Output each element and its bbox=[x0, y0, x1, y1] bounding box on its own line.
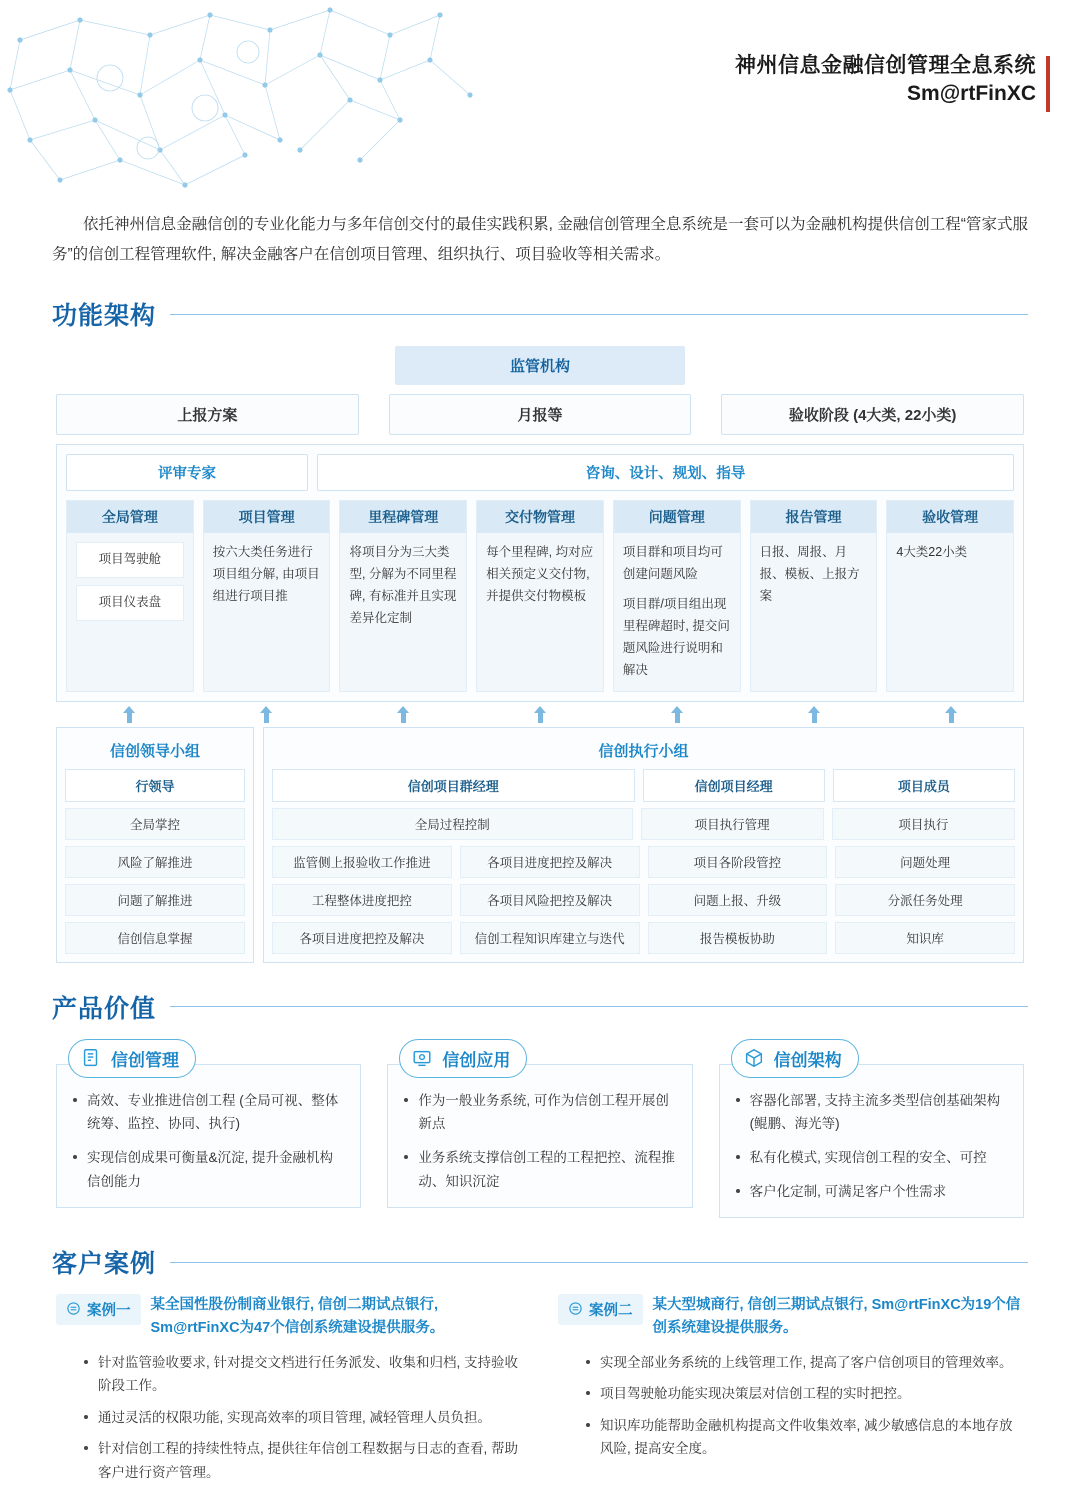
case-item: 针对监管验收要求, 针对提交文档进行任务派发、收集和归档, 支持验收阶段工作。 bbox=[84, 1351, 522, 1398]
arrow-cell bbox=[887, 706, 1015, 723]
module-columns bbox=[66, 500, 1014, 691]
case-bullets bbox=[586, 1351, 1024, 1462]
case-tag-label: 案例二 bbox=[589, 1303, 633, 1320]
arrow-cell bbox=[65, 706, 193, 723]
module-head: 报告管理 bbox=[751, 501, 877, 533]
group-cell-row bbox=[272, 922, 1015, 954]
case-bullets bbox=[84, 1351, 522, 1485]
duty-cell: 项目执行 bbox=[832, 808, 1015, 840]
group-cell-row bbox=[272, 884, 1015, 916]
top-row bbox=[56, 394, 1024, 435]
case-item: 通过灵活的权限功能, 实现高效率的项目管理, 减轻管理人员负担。 bbox=[84, 1406, 522, 1430]
section-title-architecture bbox=[52, 296, 1028, 332]
chip-dashboard: 项目仪表盘 bbox=[76, 585, 184, 621]
arrow-cell bbox=[202, 706, 330, 723]
duty-cell: 分派任务处理 bbox=[835, 884, 1015, 916]
value-body bbox=[719, 1064, 1024, 1219]
value-card-application bbox=[387, 1039, 692, 1219]
duty-cell: 知识库 bbox=[835, 922, 1015, 954]
up-arrow-icon bbox=[260, 706, 273, 723]
module-body bbox=[204, 533, 330, 617]
section-title-value bbox=[52, 989, 1028, 1025]
case-header bbox=[56, 1294, 522, 1340]
group-cell-row bbox=[65, 808, 245, 840]
module-text: 日报、周报、月报、模板、上报方案 bbox=[759, 545, 860, 604]
case-description: 某大型城商行, 信创三期试点银行, Sm@rtFinXC为19个信创系统建设提供服务。 bbox=[652, 1297, 1021, 1337]
up-arrow-icon bbox=[397, 706, 410, 723]
doc-icon bbox=[79, 1046, 103, 1070]
value-badge-label: 信创管理 bbox=[111, 1050, 179, 1070]
duty-cell: 信创工程知识库建立与迭代 bbox=[460, 922, 640, 954]
duty-cell: 工程整体进度把控 bbox=[272, 884, 452, 916]
top-cell-acceptance-stage: 验收阶段 (4大类, 22小类) bbox=[721, 394, 1024, 435]
group-cell-row bbox=[65, 922, 245, 954]
group-header-row bbox=[65, 769, 245, 802]
regulator-box: 监管机构 bbox=[395, 346, 685, 385]
brand-block bbox=[735, 52, 1050, 109]
org-groups bbox=[56, 727, 1024, 963]
cube-icon bbox=[742, 1046, 766, 1070]
module-text: 4大类22小类 bbox=[896, 545, 968, 560]
module-column-global bbox=[66, 500, 194, 691]
module-column-issue bbox=[613, 500, 741, 691]
arrow-cell bbox=[613, 706, 741, 723]
value-badge-label: 信创应用 bbox=[442, 1050, 511, 1070]
module-head: 交付物管理 bbox=[477, 501, 603, 533]
duty-cell: 各项目进度把控及解决 bbox=[272, 922, 452, 954]
group-cell-row bbox=[272, 846, 1015, 878]
module-column-report bbox=[750, 500, 878, 691]
up-arrow-icon bbox=[534, 706, 547, 723]
group-cell-row bbox=[65, 846, 245, 878]
module-text: 将项目分为三大类型, 分解为不同里程碑, 有标准并且实现差异化定制 bbox=[349, 545, 457, 626]
duty-cell: 项目各阶段管控 bbox=[648, 846, 828, 878]
module-body bbox=[614, 533, 740, 690]
value-item: 作为一般业务系统, 可作为信创工程开展创新点 bbox=[404, 1089, 675, 1136]
arrow-cell bbox=[750, 706, 878, 723]
arrow-cell bbox=[476, 706, 604, 723]
group-cell-row bbox=[65, 884, 245, 916]
product-values bbox=[56, 1039, 1024, 1219]
case-tag bbox=[558, 1294, 643, 1325]
case-two bbox=[558, 1294, 1024, 1493]
value-item: 实现信创成果可衡量&沉淀, 提升金融机构信创能力 bbox=[73, 1146, 344, 1193]
value-badge bbox=[731, 1039, 859, 1078]
value-badge bbox=[68, 1039, 196, 1078]
group-leadership bbox=[56, 727, 254, 963]
group-title: 信创执行小组 bbox=[598, 742, 689, 760]
duty-cell: 问题处理 bbox=[835, 846, 1015, 878]
module-panel bbox=[56, 444, 1024, 701]
intro-paragraph: 依托神州信息金融信创的专业化能力与多年信创交付的最佳实践积累, 金融信创管理全息系统是一套可以为金融机构提供信创工程“管家式服务”的信创工程管理软件, 解决金融客户在信创项目管理、组织执行、项目验收等相关需求。 bbox=[52, 216, 1028, 264]
panel-head-consulting: 咨询、设计、规划、指导 bbox=[317, 454, 1014, 491]
value-item: 私有化模式, 实现信创工程的安全、可控 bbox=[736, 1146, 1007, 1170]
bank-icon bbox=[568, 1301, 583, 1319]
value-item: 容器化部署, 支持主流多类型信创基础架构 (鲲鹏、海光等) bbox=[736, 1089, 1007, 1136]
group-header-row bbox=[272, 769, 1015, 802]
brand-title-cn: 神州信息金融信创管理全息系统 bbox=[735, 54, 1036, 77]
module-body bbox=[751, 533, 877, 617]
module-column-deliverable bbox=[476, 500, 604, 691]
group-title: 信创领导小组 bbox=[109, 742, 200, 760]
case-header bbox=[558, 1294, 1024, 1340]
module-head: 全局管理 bbox=[67, 501, 193, 533]
case-one bbox=[56, 1294, 522, 1493]
value-body bbox=[56, 1064, 361, 1209]
page-header bbox=[0, 0, 1080, 210]
architecture-diagram bbox=[56, 346, 1024, 962]
value-badge bbox=[399, 1039, 527, 1078]
case-item: 针对信创工程的持续性特点, 提供往年信创工程数据与日志的查看, 帮助客户进行资产管理。 bbox=[84, 1437, 522, 1484]
duty-cell: 监管侧上报验收工作推进 bbox=[272, 846, 452, 878]
up-arrow-icon bbox=[808, 706, 821, 723]
duty-cell: 报告模板协助 bbox=[648, 922, 828, 954]
up-arrow-icon bbox=[945, 706, 958, 723]
value-item: 业务系统支撑信创工程的工程把控、流程推动、知识沉淀 bbox=[404, 1146, 675, 1193]
case-tag-label: 案例一 bbox=[87, 1303, 131, 1320]
value-body bbox=[387, 1064, 692, 1209]
chip-cockpit: 项目驾驶舱 bbox=[76, 542, 184, 578]
app-icon bbox=[410, 1046, 434, 1070]
value-item: 高效、专业推进信创工程 (全局可视、整体统筹、监控、协同、执行) bbox=[73, 1089, 344, 1136]
arrow-row bbox=[65, 706, 1015, 723]
role-header-bank-leader: 行领导 bbox=[65, 769, 245, 802]
module-text: 项目群和项目均可创建问题风险 bbox=[622, 545, 723, 582]
case-item: 实现全部业务系统的上线管理工作, 提高了客户信创项目的管理效率。 bbox=[586, 1351, 1024, 1375]
group-execution bbox=[263, 727, 1024, 963]
top-cell-monthly-report: 月报等 bbox=[389, 394, 692, 435]
up-arrow-icon bbox=[671, 706, 684, 723]
module-text: 每个里程碑, 均对应相关预定义交付物, 并提供交付物模板 bbox=[486, 545, 594, 604]
case-item: 项目驾驶舱功能实现决策层对信创工程的实时把控。 bbox=[586, 1382, 1024, 1406]
duty-cell: 问题了解推进 bbox=[65, 884, 245, 916]
panel-header-row bbox=[66, 454, 1014, 491]
module-text: 按六大类任务进行项目组分解, 由项目组进行项目推 bbox=[212, 545, 320, 604]
module-column-acceptance bbox=[886, 500, 1014, 691]
up-arrow-icon bbox=[123, 706, 136, 723]
role-header-member: 项目成员 bbox=[833, 769, 1015, 802]
role-header-program-manager: 信创项目群经理 bbox=[272, 769, 635, 802]
module-body bbox=[67, 533, 193, 637]
section-title-text: 产品价值 bbox=[52, 994, 157, 1023]
duty-cell: 风险了解推进 bbox=[65, 846, 245, 878]
title-rule bbox=[170, 1262, 1028, 1263]
brand-title-en: Sm@rtFinXC bbox=[907, 82, 1036, 106]
module-body bbox=[477, 533, 603, 617]
case-tag bbox=[56, 1294, 141, 1325]
duty-cell: 各项目进度把控及解决 bbox=[460, 846, 640, 878]
module-body bbox=[887, 533, 1013, 573]
customer-cases bbox=[56, 1294, 1024, 1493]
module-head: 问题管理 bbox=[614, 501, 740, 533]
value-badge-label: 信创架构 bbox=[773, 1050, 842, 1070]
value-card-architecture bbox=[719, 1039, 1024, 1219]
role-header-project-manager: 信创项目经理 bbox=[643, 769, 825, 802]
title-rule bbox=[170, 314, 1028, 315]
top-cell-report-plan: 上报方案 bbox=[56, 394, 359, 435]
section-title-text: 客户案例 bbox=[52, 1250, 157, 1279]
arrow-cell bbox=[339, 706, 467, 723]
module-head: 项目管理 bbox=[204, 501, 330, 533]
module-head: 验收管理 bbox=[887, 501, 1013, 533]
case-description: 某全国性股份制商业银行, 信创二期试点银行, Sm@rtFinXC为47个信创系统建设提供服务。 bbox=[150, 1297, 445, 1337]
value-card-management bbox=[56, 1039, 361, 1219]
duty-cell: 全局掌控 bbox=[65, 808, 245, 840]
value-item: 客户化定制, 可满足客户个性需求 bbox=[736, 1180, 1007, 1204]
module-column-milestone bbox=[339, 500, 467, 691]
section-title-text: 功能架构 bbox=[52, 302, 157, 331]
duty-cell: 各项目风险把控及解决 bbox=[460, 884, 640, 916]
group-cell-row bbox=[272, 808, 1015, 840]
duty-cell: 信创信息掌握 bbox=[65, 922, 245, 954]
module-body bbox=[340, 533, 466, 639]
duty-cell: 问题上报、升级 bbox=[648, 884, 828, 916]
title-rule bbox=[170, 1006, 1028, 1007]
panel-head-experts: 评审专家 bbox=[66, 454, 308, 491]
section-title-cases bbox=[52, 1244, 1028, 1280]
case-item: 知识库功能帮助金融机构提高文件收集效率, 减少敏感信息的本地存放风险, 提高安全度。 bbox=[586, 1414, 1024, 1461]
module-column-project bbox=[203, 500, 331, 691]
duty-cell: 项目执行管理 bbox=[641, 808, 824, 840]
module-text: 项目群/项目组出现里程碑超时, 提交问题风险进行说明和解决 bbox=[622, 597, 730, 677]
duty-cell: 全局过程控制 bbox=[272, 808, 633, 840]
module-head: 里程碑管理 bbox=[340, 501, 466, 533]
bank-icon bbox=[66, 1301, 81, 1319]
network-graphic bbox=[0, 0, 520, 210]
